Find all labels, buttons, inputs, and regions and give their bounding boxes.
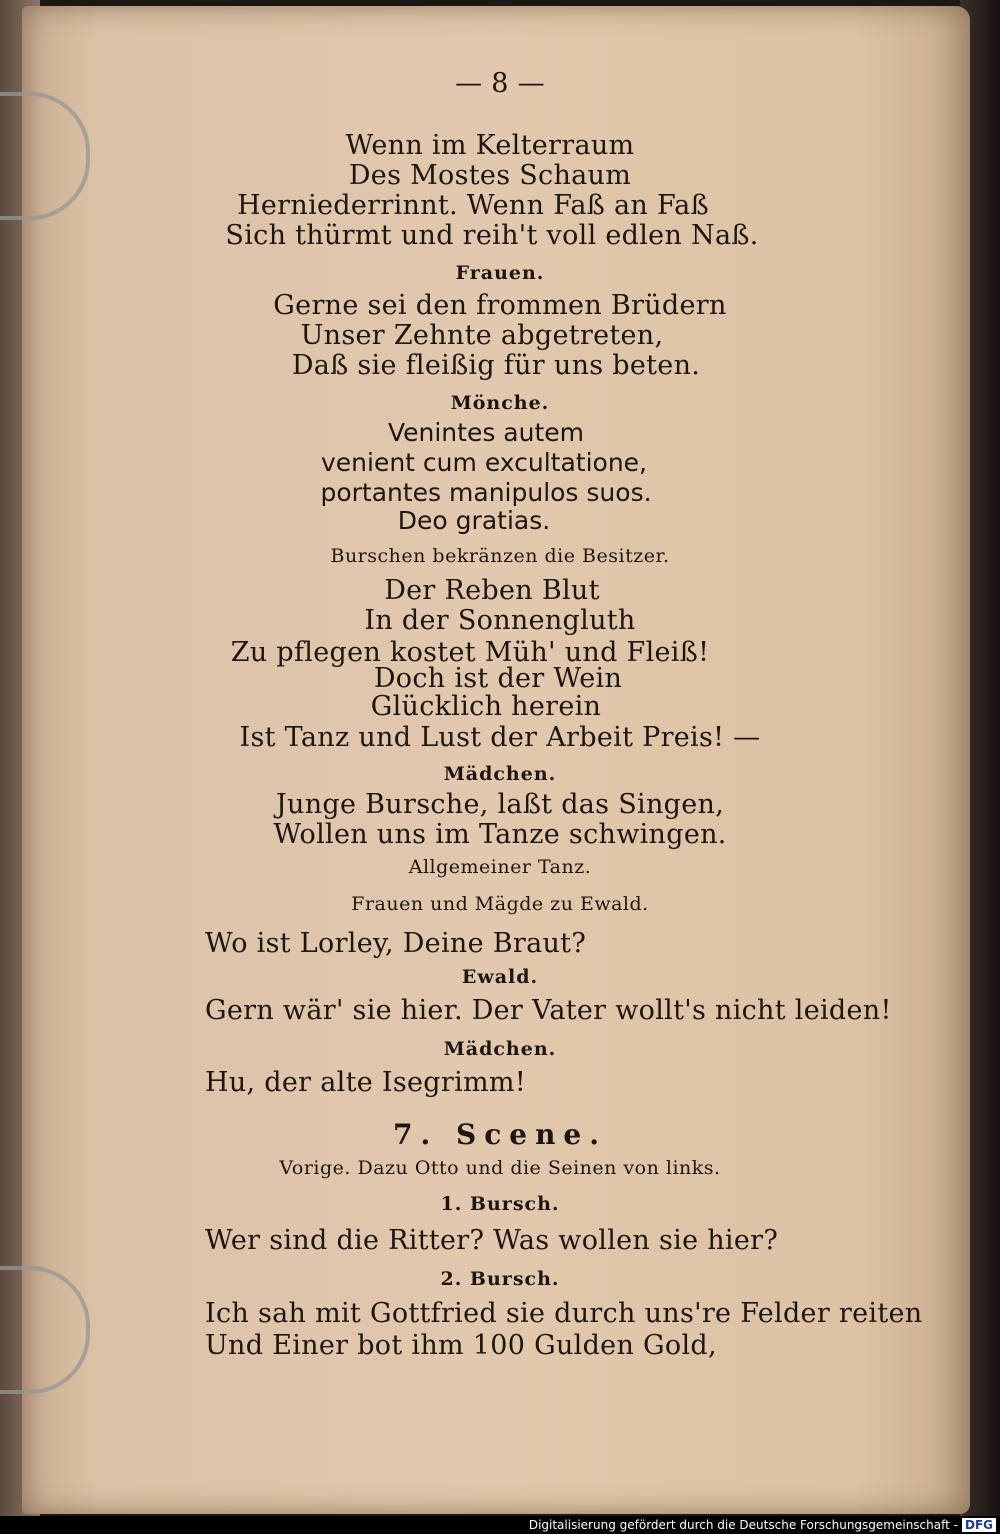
dialogue-line: Wo ist Lorley, Deine Braut? — [205, 928, 587, 959]
stage-direction: Burschen bekränzen die Besitzer. — [330, 545, 670, 567]
speaker-label: 1. Bursch. — [440, 1193, 560, 1215]
verse-line: Gerne sei den frommen Brüdern — [273, 290, 727, 321]
dfg-logo: DFG — [962, 1518, 996, 1532]
stage-direction: Allgemeiner Tanz. — [408, 856, 592, 878]
digitization-footer — [0, 1516, 1000, 1534]
speaker-label: Mönche. — [450, 392, 550, 414]
verse-line: Wollen uns im Tanze schwingen. — [273, 819, 727, 850]
verse-line: Unser Zehnte abgetreten, — [300, 320, 664, 351]
latin-line: portantes manipulos suos. — [320, 478, 652, 507]
verse-line: Sich thürmt und reih't voll edlen Naß. — [225, 220, 759, 251]
verse-line: Der Reben Blut — [384, 575, 600, 606]
latin-line: Venintes autem — [387, 418, 585, 447]
dialogue-line: Und Einer bot ihm 100 Gulden Gold, — [205, 1330, 717, 1361]
speaker-label: Frauen. — [455, 262, 545, 284]
speaker-label: Ewald. — [461, 966, 539, 988]
verse-line: Zu pflegen kostet Müh' und Fleiß! — [230, 637, 710, 668]
footer-text: Digitalisierung gefördert durch die Deutsche Forschungsgemeinschaft - — [528, 1518, 958, 1532]
dialogue-line: Ich sah mit Gottfried sie durch uns're Felder reiten — [205, 1298, 923, 1329]
speaker-label: Mädchen. — [443, 763, 557, 785]
verse-line: Ist Tanz und Lust der Arbeit Preis! — — [239, 722, 761, 753]
verse-line: Doch ist der Wein — [373, 663, 623, 694]
stage-direction: Frauen und Mägde zu Ewald. — [351, 893, 649, 915]
verse-line: In der Sonnengluth — [364, 605, 636, 636]
speaker-label: Mädchen. — [443, 1038, 557, 1060]
speaker-label: 2. Bursch. — [440, 1268, 560, 1290]
dialogue-line: Hu, der alte Isegrimm! — [205, 1067, 526, 1098]
verse-line: Daß sie fleißig für uns beten. — [291, 350, 701, 381]
dialogue-line: Gern wär' sie hier. Der Vater wollt's nicht leiden! — [205, 995, 892, 1026]
latin-line: venient cum excultatione, — [320, 448, 647, 477]
dialogue-line: Wer sind die Ritter? Was wollen sie hier? — [205, 1225, 779, 1256]
verse-line: Wenn im Kelterraum — [345, 130, 635, 161]
verse-line: Herniederrinnt. Wenn Faß an Faß — [237, 190, 709, 221]
page-number: — 8 — — [455, 68, 545, 99]
verse-line: Glücklich herein — [370, 691, 602, 722]
latin-line: Deo gratias. — [397, 506, 551, 535]
verse-line: Junge Bursche, laßt das Singen, — [275, 789, 725, 820]
scene-direction: Vorige. Dazu Otto und die Seinen von links. — [279, 1157, 721, 1179]
verse-line: Des Mostes Schaum — [348, 160, 632, 191]
scene-title: 7. Scene. — [393, 1118, 607, 1151]
